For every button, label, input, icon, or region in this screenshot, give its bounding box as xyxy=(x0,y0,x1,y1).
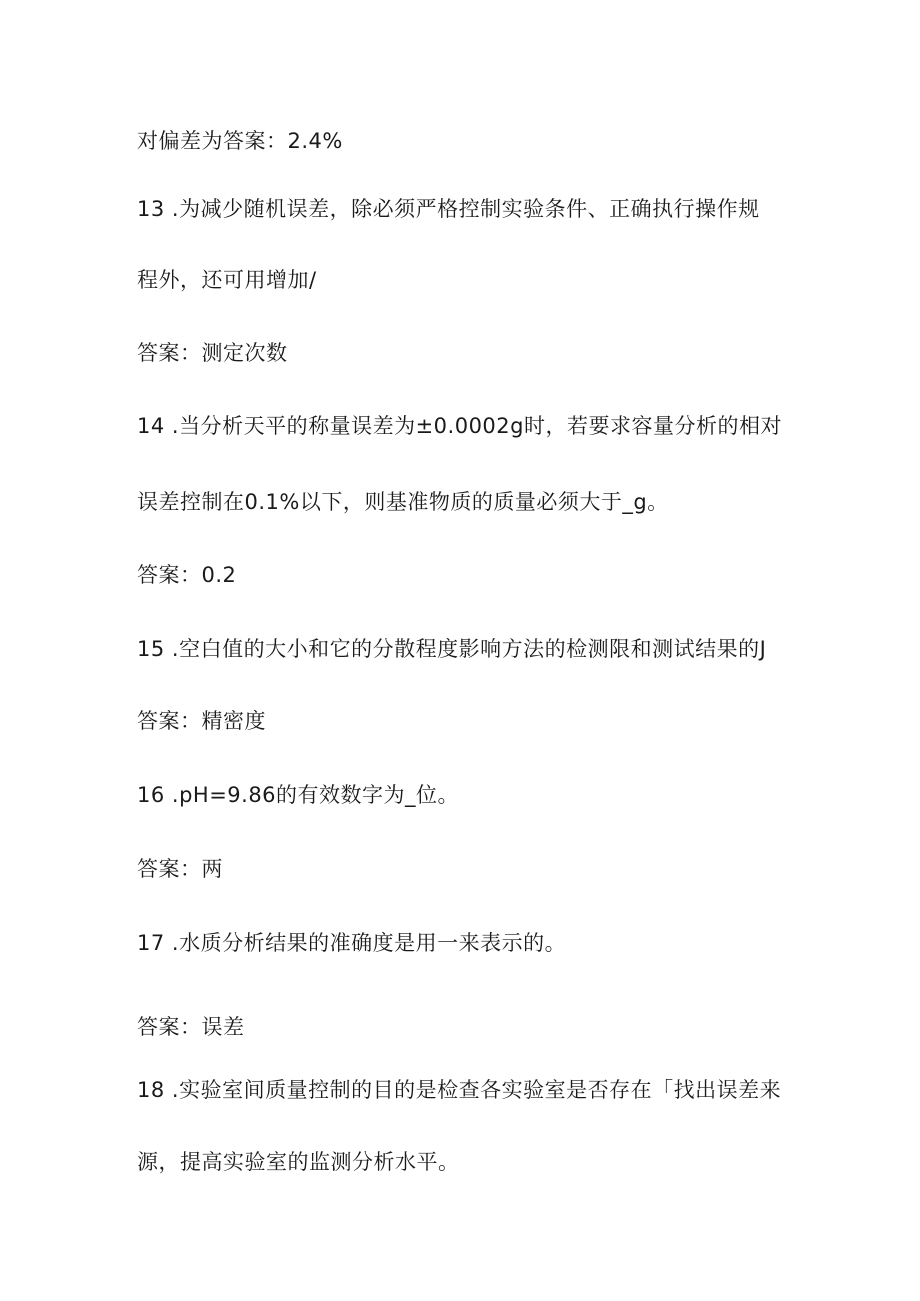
question-14-line-1: 14 .当分析天平的称量误差为±0.0002g时，若要求容量分析的相对 xyxy=(137,414,782,438)
answer-15: 答案：精密度 xyxy=(137,709,266,733)
question-18-line-2: 源，提高实验室的监测分析水平。 xyxy=(137,1150,460,1174)
question-18-line-1: 18 .实验室间质量控制的目的是检查各实验室是否存在「找出误差来 xyxy=(137,1078,782,1102)
question-15: 15 .空白值的大小和它的分散程度影响方法的检测限和测试结果的J xyxy=(137,637,767,661)
answer-17: 答案：误差 xyxy=(137,1015,245,1039)
answer-14: 答案：0.2 xyxy=(137,563,237,587)
text-line-1: 对偏差为答案：2.4% xyxy=(137,129,343,153)
question-16: 16 .pH=9.86的有效数字为_位。 xyxy=(137,783,460,807)
answer-13: 答案：测定次数 xyxy=(137,341,288,365)
question-13-line-2: 程外，还可用增加/ xyxy=(137,268,317,292)
question-14-line-2: 误差控制在0.1%以下，则基准物质的质量必须大于_g。 xyxy=(137,490,669,514)
question-17: 17 .水质分析结果的准确度是用一来表示的。 xyxy=(137,931,567,955)
answer-16: 答案：两 xyxy=(137,857,223,881)
question-13-line-1: 13 .为减少随机误差，除必须严格控制实验条件、正确执行操作规 xyxy=(137,197,760,221)
